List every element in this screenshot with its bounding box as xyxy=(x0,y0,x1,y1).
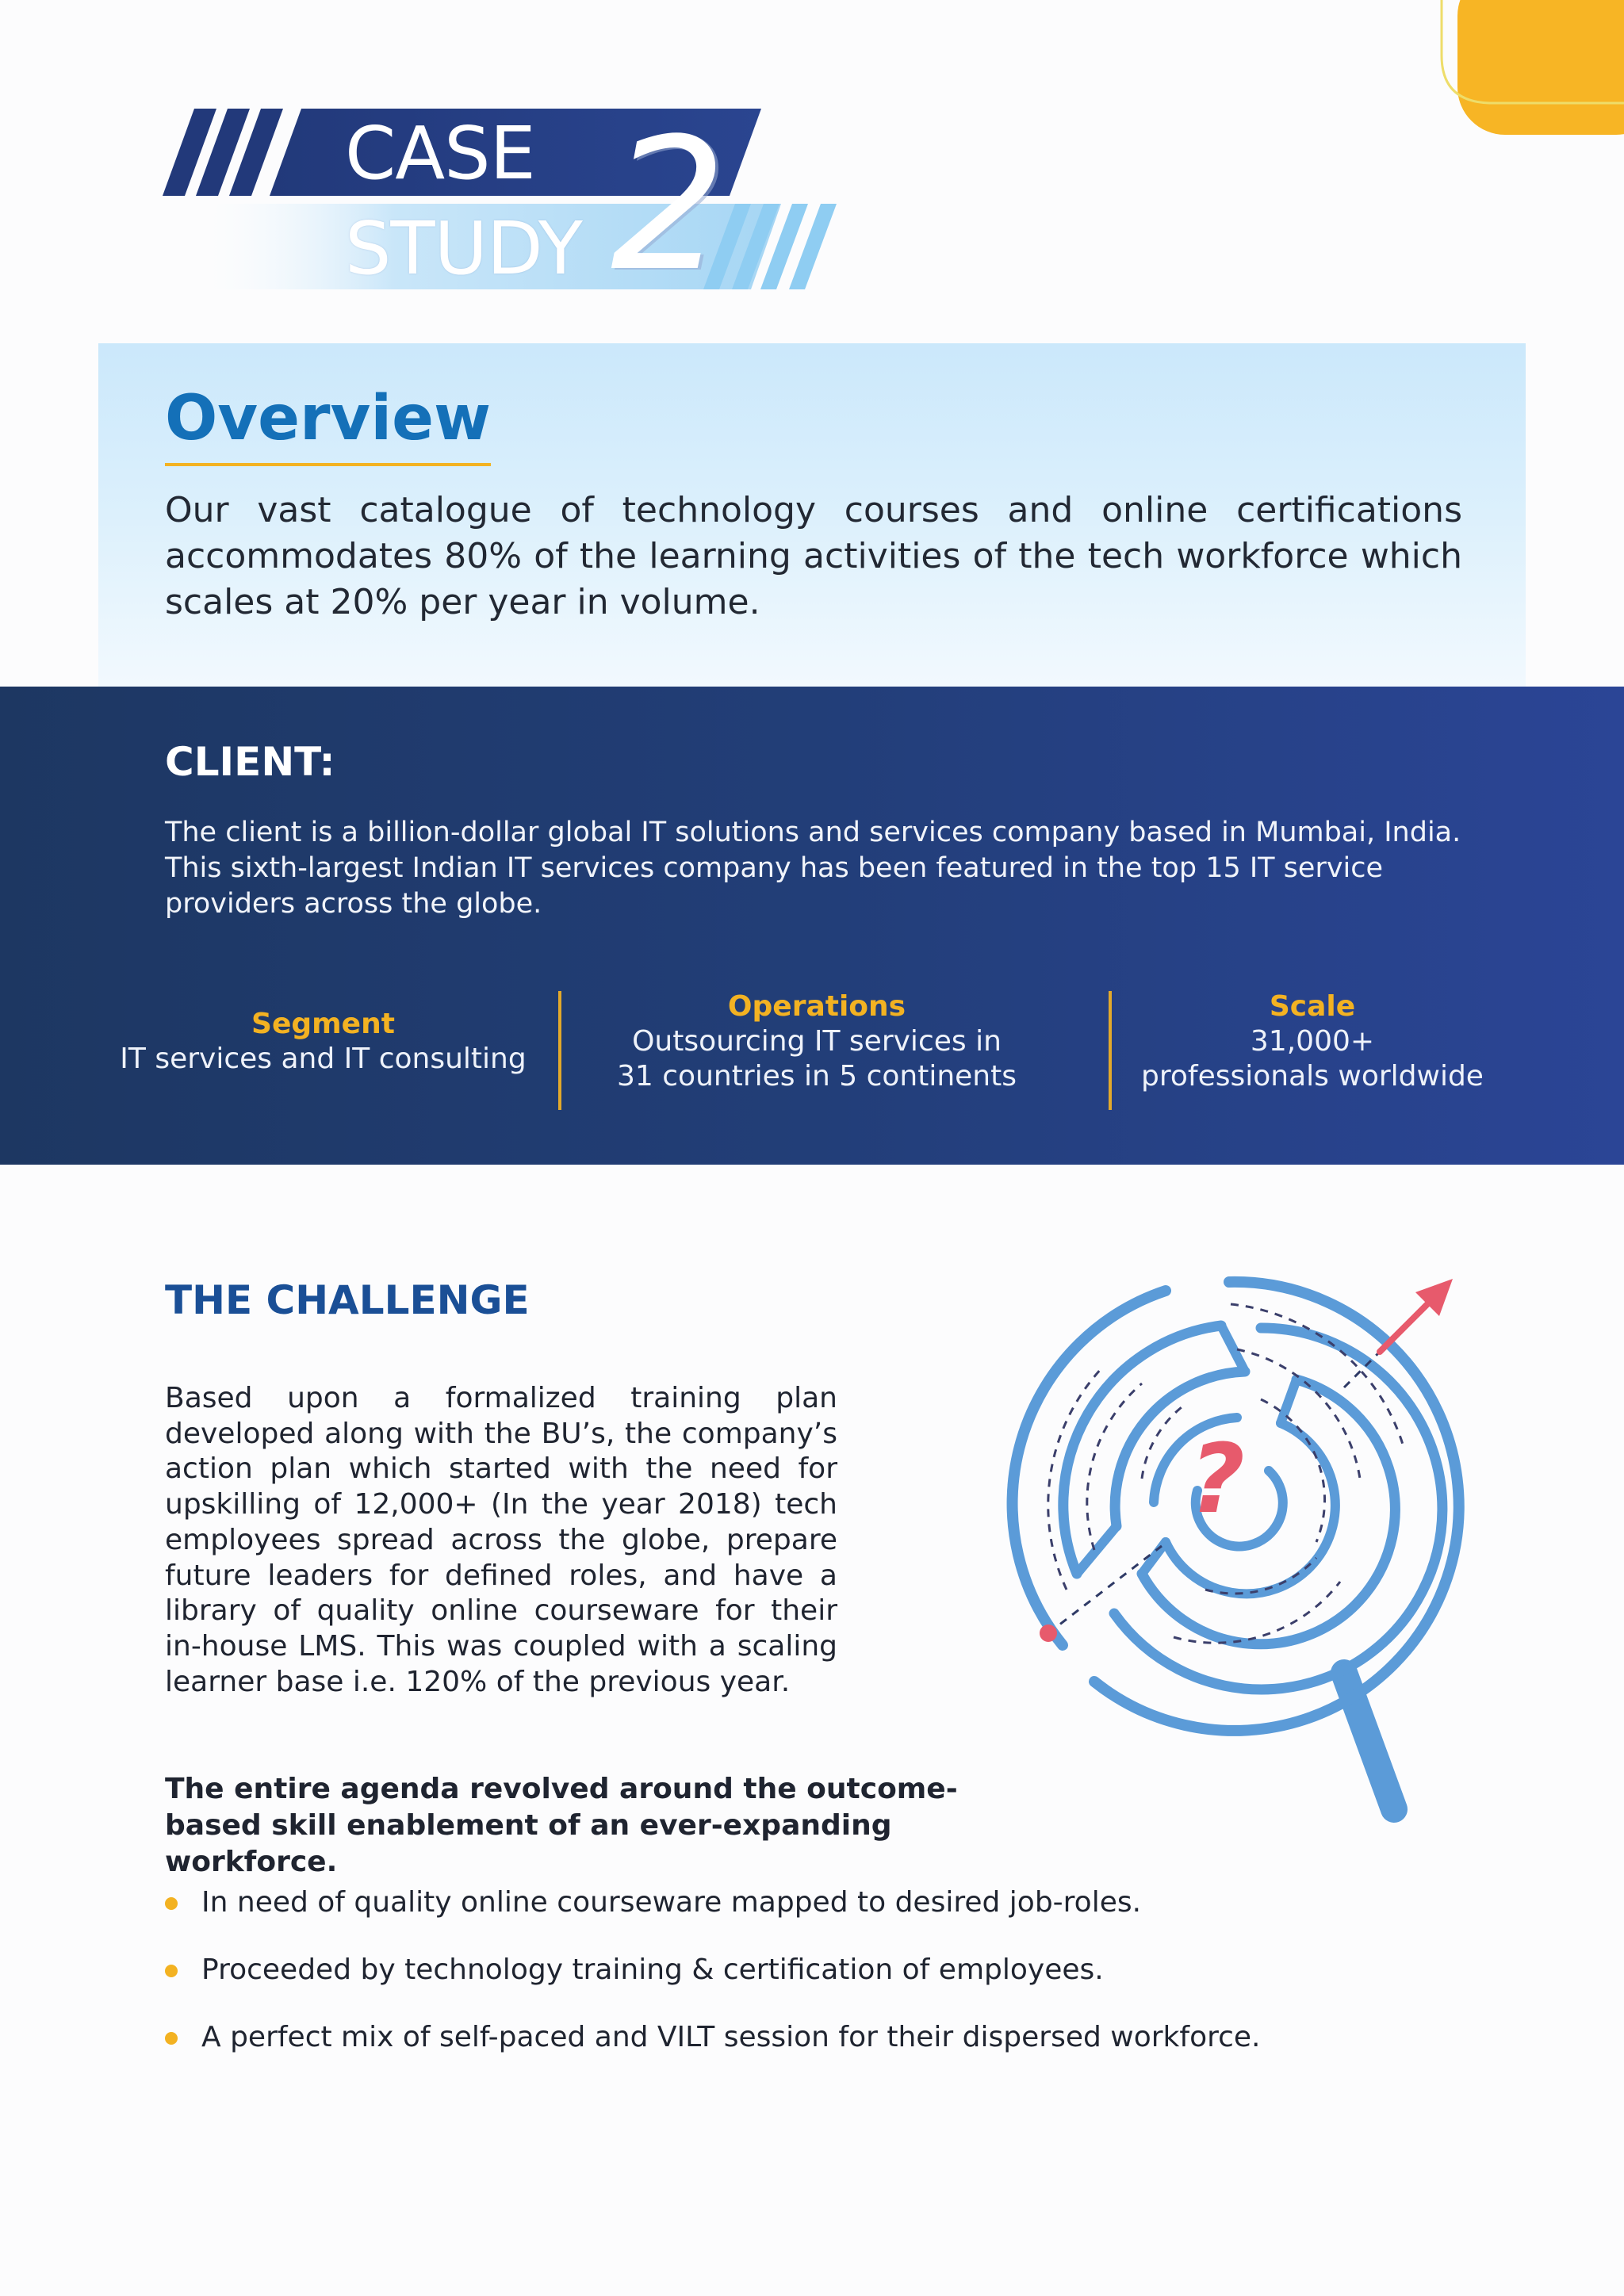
study-label: STUDY xyxy=(345,206,582,291)
bullet-text: A perfect mix of self-paced and VILT session for their dispersed workforce. xyxy=(201,2021,1261,2053)
challenge-title: THE CHALLENGE xyxy=(165,1277,530,1323)
list-item xyxy=(165,2018,1354,2057)
overview-title: Overview xyxy=(165,379,491,466)
stat-label: Scale xyxy=(1269,990,1356,1023)
bullet-text: In need of quality online courseware mapped to desired job-roles. xyxy=(201,1886,1142,1919)
client-section xyxy=(0,687,1624,1165)
agenda-statement: The entire agenda revolved around the outcome-based skill enablement of an ever-expanding workforce. xyxy=(165,1773,958,1878)
challenge-text: Based upon a formalized training plan developed along with the BU’s, the company’s action plan which started with the need for upskilling of 12,000+ (In the year 2018) tech employees spread across the globe, prepare future leaders for defined roles, and have a library of quality online courseware for their in-house LMS. This was coupled with a scaling learner base i.e. 120% of the previous year. xyxy=(165,1382,837,1698)
stat-value: Outsourcing IT services in xyxy=(632,1025,1002,1058)
case-study-banner xyxy=(163,100,845,312)
stat-value: IT services and IT consulting xyxy=(120,1043,527,1075)
question-mark: ? xyxy=(1189,1425,1245,1535)
overview-text: Our vast catalogue of technology courses and online certifications accommodates 80% of the learning activities of the tech workforce which scales at 20% per year in volume. xyxy=(165,490,1462,622)
stat-operations xyxy=(583,989,1051,1094)
stat-divider xyxy=(558,991,561,1110)
case-number: 2 xyxy=(611,100,727,312)
case-label: CASE xyxy=(345,111,535,196)
list-item xyxy=(165,1883,1354,1923)
stat-value: 31,000+ xyxy=(1250,1025,1375,1058)
bullet-icon xyxy=(165,1965,178,1977)
challenge-bullets xyxy=(165,1883,1354,2085)
stat-label: Operations xyxy=(727,990,906,1023)
client-title: CLIENT: xyxy=(165,739,335,785)
bullet-text: Proceeded by technology training & certification of employees. xyxy=(201,1954,1104,1986)
corner-decoration xyxy=(1362,0,1624,139)
bullet-icon xyxy=(165,1897,178,1910)
overview-section xyxy=(98,343,1526,687)
stat-scale xyxy=(1106,989,1519,1094)
client-description: The client is a billion-dollar global IT solutions and services company based in Mumbai, India. This sixth-largest Indian IT services company has been featured in the top 15 IT service providers across the globe. xyxy=(165,817,1461,920)
stat-value: 31 countries in 5 continents xyxy=(617,1060,1017,1093)
list-item xyxy=(165,1950,1354,1990)
stat-label: Segment xyxy=(251,1008,395,1040)
stat-value: professionals worldwide xyxy=(1141,1060,1484,1093)
maze-magnifier-icon xyxy=(983,1241,1475,1835)
stat-segment xyxy=(79,1007,567,1077)
bullet-icon xyxy=(165,2032,178,2045)
